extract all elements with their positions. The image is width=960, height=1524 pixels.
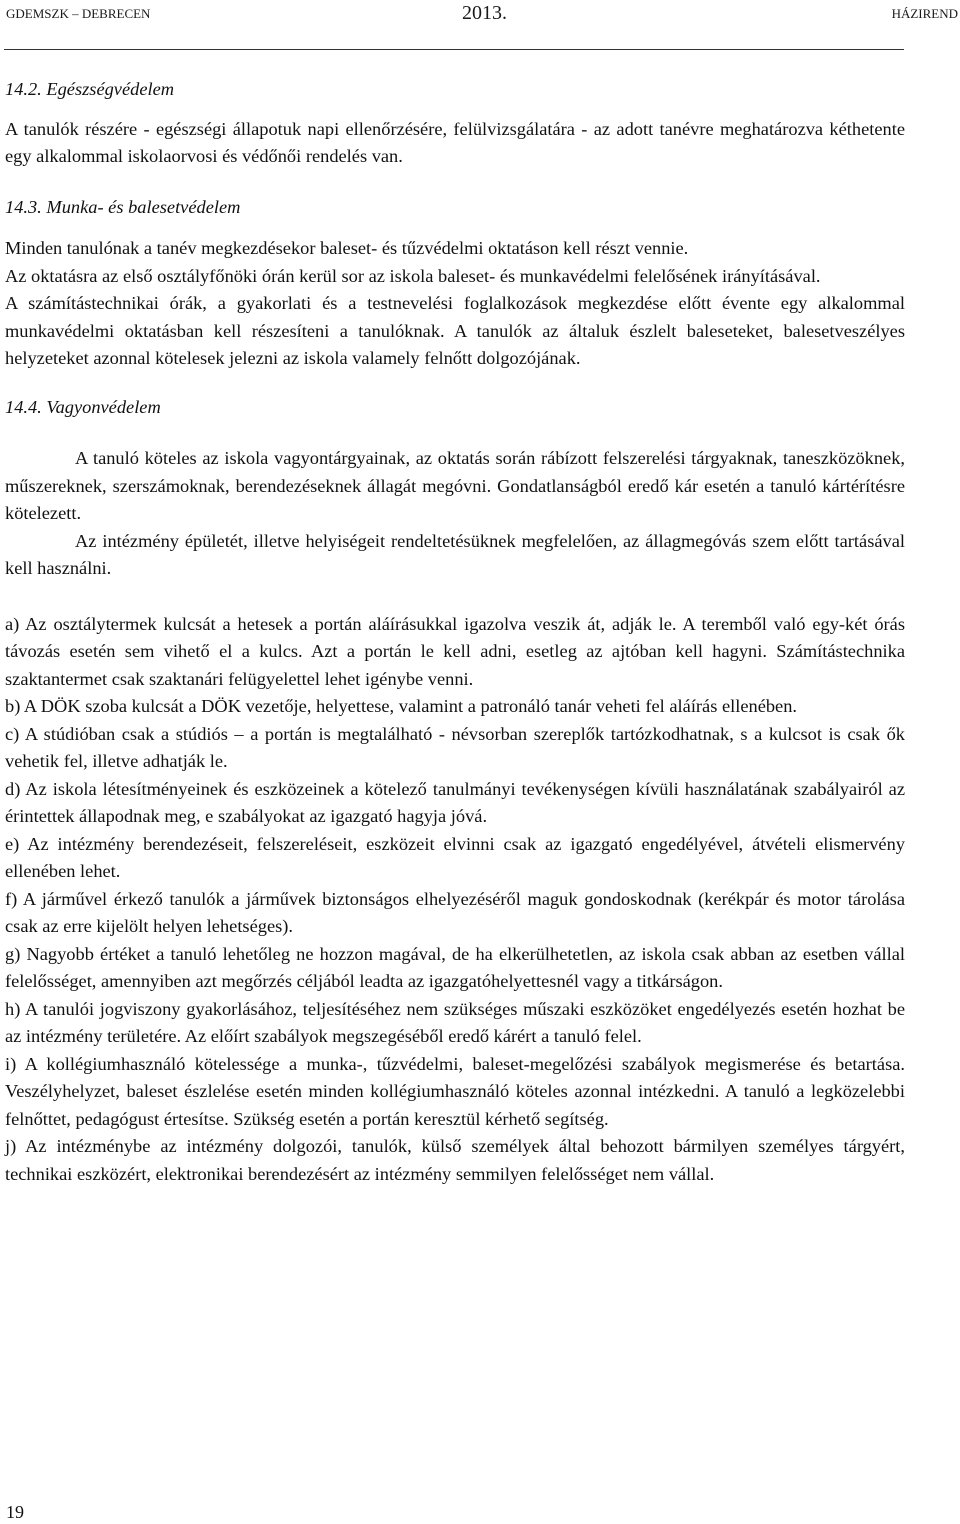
- list-item-g: g) Nagyobb értéket a tanuló lehetőleg ne hozzon magával, de ha elkerülhetetlen, az iskola csak abban az esetben vállal felelősséget, amennyiben azt megőrzés céljából leadta az igazgatóhelyettesnél vagy a titkárságon.: [5, 943, 905, 991]
- list-item-d: d) Az iskola létesítményeinek és eszközeinek a kötelező tanulmányi tevékenységen kívüli használatának szabályairól az érintettek állapodnak meg, e szabályokat az igazgató hagyja jóvá.: [5, 778, 905, 826]
- safety-paragraph-1: Minden tanulónak a tanév megkezdésekor baleset- és tűzvédelmi oktatáson kell részt vennie.: [5, 238, 689, 258]
- list-item-e: e) Az intézmény berendezéseit, felszereléseit, eszközeit elvinni csak az igazgató engedélyével, átvételi elismervény ellenében lehet.: [5, 833, 905, 881]
- document-body: [5, 70, 905, 1188]
- list-item-c: c) A stúdióban csak a stúdiós – a portán is megtalálható - névsorban szereplők tartózkodhatnak, s a kulcsot is csak ők vehetik fel, illetve adhatják le.: [5, 723, 905, 771]
- safety-paragraph-3: A számítástechnikai órák, a gyakorlati és a testnevelési foglalkozások megkezdése előtt évente egy alkalommal munkavédelmi oktatásban kell részesíteni a tanulóknak. A tanulók az általuk észlelt baleseteket, balesetveszélyes helyzeteket azonnal kötelesek jelezni az iskola valamely felnőtt dolgozójának.: [5, 293, 905, 368]
- rules-list: [5, 611, 905, 1189]
- page-number: 19: [6, 1502, 24, 1522]
- list-item-a: a) Az osztálytermek kulcsát a hetesek a portán aláírásukkal igazolva veszik át, adják le. A teremből való egy-két órás távozás esetén sem vihető el a kulcs. Azt a portán le kell adni, esetleg az ajtóban kell hagyni. Számítástechnika szaktantermet csak szaktanári felügyelettel lehet igénybe venni.: [5, 613, 905, 689]
- list-item-i: i) A kollégiumhasználó kötelessége a munka-, tűzvédelmi, baleset-megelőzési szabályok megismerése és betartása. Veszélyhelyzet, baleset észlelése esetén minden kollégiumhasználó köteles azonnal intézkedni. A tanuló a legközelebbi felnőttet, pedagógust értesítse. Szükség esetén a portán keresztül kérhető segítség.: [5, 1053, 905, 1129]
- safety-paragraph-2: Az oktatásra az első osztályfőnöki órán kerül sor az iskola baleset- és munkavédelmi felelősének irányításával.: [5, 265, 821, 286]
- list-item-f: f) A járművel érkező tanulók a járművek biztonságos elhelyezéséről maguk gondoskodnak (kerékpár és motor tárolása csak az erre kijelölt helyen lehetséges).: [5, 888, 905, 936]
- property-paragraph-2: Az intézmény épületét, illetve helyiségeit rendeltetésüknek megfelelően, az állagmegóvás szem előtt tartásával kell használni.: [5, 530, 905, 578]
- property-paragraph-1: A tanuló köteles az iskola vagyontárgyainak, az oktatás során rábízott felszerelési tárgyaknak, taneszközöknek, műszereknek, szerszámoknak, berendezéseknek állagát megóvni. Gondatlanságból eredő kár esetén a tanuló kártérítésre kötelezett.: [5, 448, 905, 523]
- header-institution: GDEMSZK – DEBRECEN: [6, 6, 151, 21]
- section-heading-safety: 14.3. Munka- és balesetvédelem: [5, 196, 241, 217]
- list-item-b: b) A DÖK szoba kulcsát a DÖK vezetője, helyettese, valamint a patronáló tanár veheti fel aláírás ellenében.: [5, 696, 798, 716]
- list-item-j: j) Az intézménybe az intézmény dolgozói, tanulók, külső személyek által behozott bármilyen személyes tárgyért, technikai eszközért, elektronikai berendezésért az intézmény semmilyen felelősséget nem vállal.: [5, 1136, 905, 1184]
- header-divider: [4, 49, 904, 50]
- header-year: 2013.: [462, 2, 507, 24]
- list-item-h: h) A tanulói jogviszony gyakorlásához, teljesítéséhez nem szükséges műszaki eszközöket engedélyezés esetén hozhat be az intézmény területére. Az előírt szabályok megszegéséből eredő kárért a tanuló felel.: [5, 998, 905, 1046]
- section-heading-health: 14.2. Egészségvédelem: [5, 79, 175, 99]
- header-document-title: HÁZIREND: [891, 6, 958, 21]
- section-heading-property: 14.4. Vagyonvédelem: [5, 396, 161, 417]
- page-header: [6, 2, 958, 26]
- health-paragraph: A tanulók részére - egészségi állapotuk napi ellenőrzésére, felülvizsgálatára - az adott tanévre meghatározva kéthetente egy alkalommal iskolaorvosi és védőnői rendelés van.: [5, 118, 905, 166]
